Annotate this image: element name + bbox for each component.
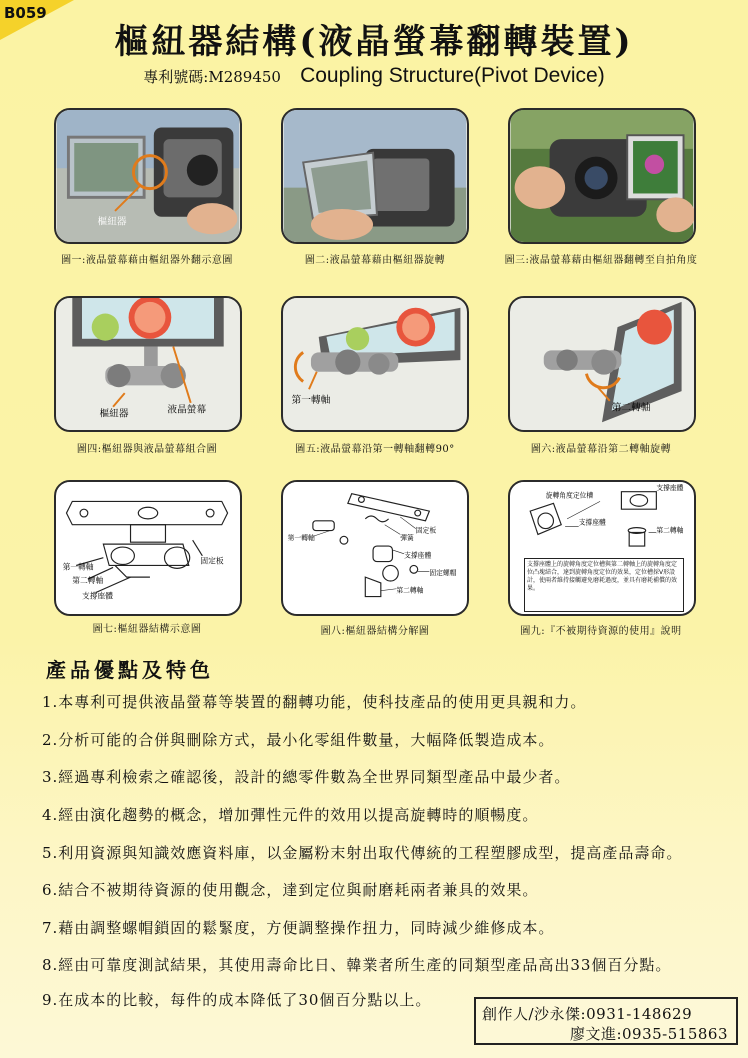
feature-item: 4.經由演化趨勢的概念，增加彈性元件的效用以提高旋轉時的順暢度。 [42,806,539,824]
figure-8-label-0: 固定板 [415,526,437,535]
feature-item: 2.分析可能的合併與刪除方式，最小化零組件數量，大幅降低製造成本。 [42,731,555,749]
figure-8-caption: 圖八:樞紐器結構分解圖 [320,626,430,637]
figure-6-rendering [508,296,696,432]
figure-7-label-0: 固定板 [200,556,224,566]
figure-4-caption: 圖四:樞紐器與液晶螢幕組合圖 [76,444,218,455]
figure-7-label-2: 第二轉軸 [72,575,104,585]
figure-5-label-0: 第一轉軸 [291,394,331,406]
figure-3-photo [508,108,696,244]
creator-box [474,997,738,1045]
figure-8-label-5: 第二轉軸 [396,586,424,595]
figure-8-label-2: 彈簧 [400,534,414,543]
figure-6-caption: 圖六:液晶螢幕沿第二轉軸旋轉 [530,444,672,455]
subtitle-row [0,64,748,88]
features-title: 產品優點及特色 [46,658,214,682]
feature-item: 3.經過專利檢索之確認後，設計的總零件數為全世界同類型產品中最少者。 [42,768,571,786]
figure-2-caption: 圖二:液晶螢幕藉由樞紐器旋轉 [304,255,446,266]
feature-item: 7.藉由調整螺帽鎖固的鬆緊度，方便調整操作扭力，同時減少維修成本。 [42,919,555,937]
feature-item: 5.利用資源與知識效應資料庫，以金屬粉末射出取代傳統的工程塑膠成型，提高產品壽命。 [42,844,683,862]
figure-1-label-0: 樞紐器 [97,216,127,228]
figure-8-drawing [281,480,469,616]
figure-9-label-3: 第二轉軸 [656,526,684,535]
figure-8-label-3: 支撐座體 [404,551,432,560]
figure-2-photo [281,108,469,244]
figure-9-drawing [508,480,696,616]
figure-8-label-1: 第一轉軸 [287,534,315,543]
figure-4-label-1: 液晶螢幕 [167,404,207,416]
figure-7-label-3: 支撐座體 [82,591,114,601]
english-title: Coupling Structure(Pivot Device) [300,64,605,87]
figure-5-rendering [281,296,469,432]
figure-9-caption: 圖九:『不被期待資源的使用』說明 [520,626,682,637]
feature-item: 9.在成本的比較，每件的成本降低了30個百分點以上。 [42,991,432,1009]
figure-9-label-2: 支撐座體 [578,518,606,527]
feature-item: 8.經由可靠度測試結果，其使用壽命比日、韓業者所生產的同類型產品高出33個百分點。 [42,956,672,974]
page-title: 樞紐器結構(液晶螢幕翻轉裝置) [114,22,634,62]
figure-3-caption: 圖三:液晶螢幕藉由樞紐器翻轉至自拍角度 [504,255,698,266]
feature-item: 1.本專利可提供液晶螢幕等裝置的翻轉功能，使科技產品的使用更具親和力。 [42,693,587,711]
figure-4-rendering [54,296,242,432]
creator-line-2: 廖文進:0935-515863 [569,1025,728,1043]
figure-9-note: 支撐座體上的旋轉角度定位槽與第二轉軸上的旋轉角度定位凸塊結合，達到旋轉角度定位的效果，定位槽採V形設計，使兩者維持接觸避免磨耗過度，並具有磨耗補償的效果。 [524,558,684,612]
figure-8-label-4: 固定螺帽 [429,569,457,578]
figure-1-photo [54,108,242,244]
figure-7-drawing [54,480,242,616]
figure-4-label-0: 樞紐器 [99,408,129,420]
figure-1-caption: 圖一:液晶螢幕藉由樞紐器外翻示意圖 [61,255,233,266]
figure-9-label-0: 旋轉角度定位槽 [545,491,594,500]
figure-6-label-0: 第二轉軸 [611,402,651,414]
patent-number: 專利號碼:M289450 [143,68,281,86]
feature-item: 6.結合不被期待資源的使用觀念，達到定位與耐磨耗兩者兼具的效果。 [42,881,539,899]
figure-9-label-1: 支撐座體 [656,483,684,492]
figure-7-label-1: 第一轉軸 [62,562,94,572]
figure-7-caption: 圖七:樞紐器結構示意圖 [92,624,202,635]
creator-line-1: 創作人/沙永傑:0931-148629 [482,1005,693,1023]
figure-5-caption: 圖五:液晶螢幕沿第一轉軸翻轉90° [295,444,455,455]
product-code: B059 [4,4,47,22]
